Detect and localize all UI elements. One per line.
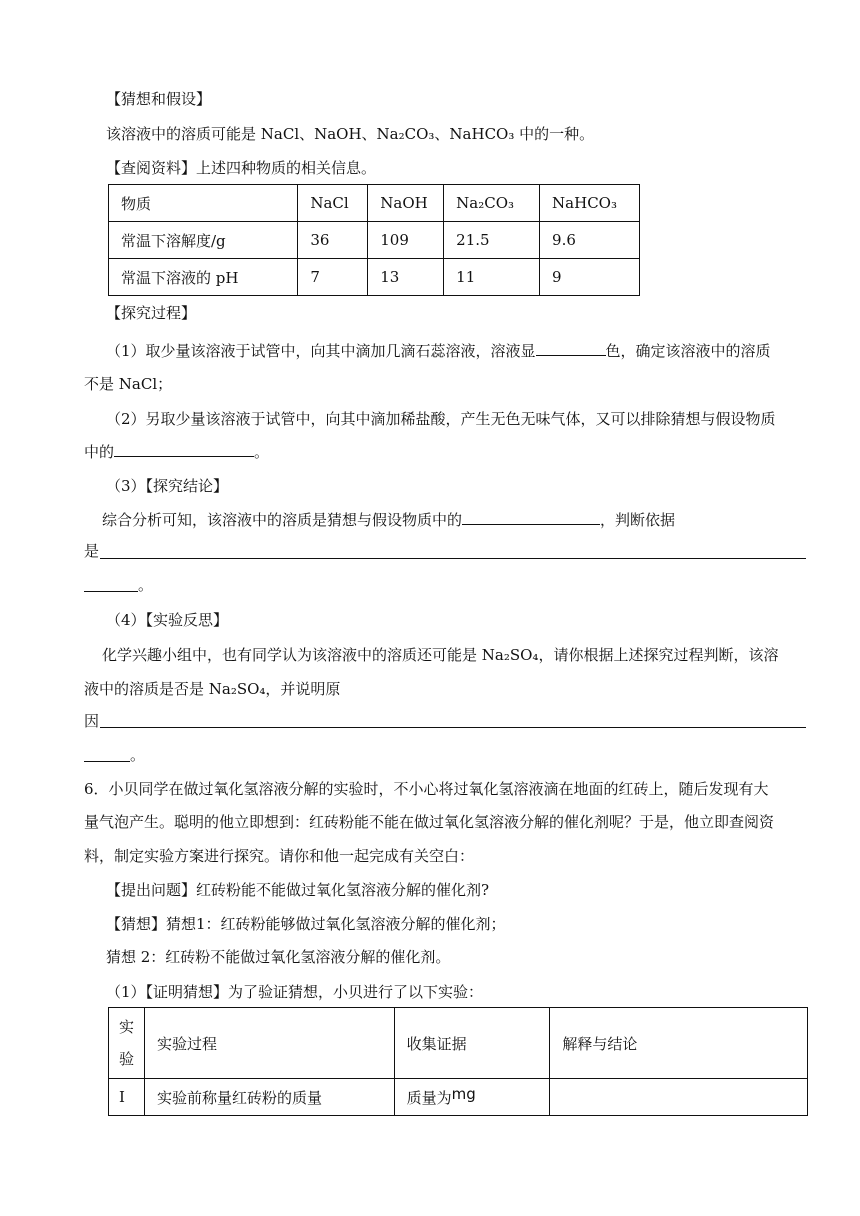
question-3-end: 。: [138, 576, 154, 594]
question-2-line: [84, 441, 269, 462]
question-6-guess-2: 猜想 2：红砖粉不能做过氧化氢溶液分解的催化剂。: [106, 948, 451, 966]
question-3-text-cont: ，判断依据: [600, 511, 676, 529]
process-heading: 【探究过程】: [106, 304, 197, 322]
table-header-cell: 实验过程: [144, 1008, 394, 1079]
question-4-end: 。: [130, 746, 146, 764]
table-header-row: [109, 1008, 808, 1079]
reference-heading: 【查阅资料】上述四种物质的相关信息。: [106, 159, 377, 177]
properties-table: [108, 184, 640, 296]
table-cell: 109: [368, 222, 444, 259]
table-cell: 9.6: [540, 222, 640, 259]
question-6-text: 料，制定实验方案进行探究。请你和他一起完成有关空白：: [84, 847, 475, 865]
question-4-text-cont: 液中的溶质是否是 Na₂SO₄，并说明原: [84, 680, 341, 698]
table-header-cell: NaCl: [298, 185, 368, 222]
table-header-cell: NaHCO₃: [540, 185, 640, 222]
table-cell: 21.5: [444, 222, 540, 259]
answer-line[interactable]: [84, 760, 130, 762]
table-cell: 9: [540, 259, 640, 296]
question-4-reason-label: 因: [84, 712, 100, 730]
question-3-text: 综合分析可知，该溶液中的溶质是猜想与假设物质中的: [102, 511, 463, 529]
table-header-cell: Na₂CO₃: [444, 185, 540, 222]
table-cell: 36: [298, 222, 368, 259]
table-cell: 11: [444, 259, 540, 296]
experiment-table: [108, 1007, 808, 1116]
table-cell: 13: [368, 259, 444, 296]
answer-blank[interactable]: [536, 340, 606, 356]
answer-line[interactable]: [100, 726, 806, 728]
question-2-text-cont: 中的: [84, 443, 115, 461]
question-3-basis-label: 是: [84, 542, 100, 560]
hypothesis-text: 该溶液中的溶质可能是 NaCl、NaOH、Na₂CO₃、NaHCO₃ 中的一种。: [106, 125, 595, 143]
question-1-text-cont: 色，确定该溶液中的溶质: [605, 342, 771, 360]
answer-line[interactable]: [84, 590, 138, 592]
table-cell: 7: [298, 259, 368, 296]
table-cell: 常温下溶解度/g: [109, 222, 298, 259]
reflection-heading: （4）【实验反思】: [106, 611, 229, 629]
question-6-prove: （1）【证明猜想】为了验证猜想，小贝进行了以下实验：: [106, 983, 484, 1001]
table-header-cell: 物质: [109, 185, 298, 222]
question-6-text: 6．小贝同学在做过氧化氢溶液分解的实验时，不小心将过氧化氢溶液滴在地面的红砖上，随后发现有大: [84, 780, 769, 798]
question-1-line: [106, 340, 771, 361]
table-cell: 质量为mg: [394, 1079, 550, 1116]
table-cell: 常温下溶液的 pH: [109, 259, 298, 296]
table-header-cell: 收集证据: [394, 1008, 550, 1079]
table-row: [109, 259, 640, 296]
table-cell[interactable]: [550, 1079, 808, 1116]
question-6-text: 量气泡产生。聪明的他立即想到：红砖粉能不能在做过氧化氢溶液分解的催化剂呢？于是，他立即查阅资: [84, 813, 775, 831]
question-6-problem: 【提出问题】红砖粉能不能做过氧化氢溶液分解的催化剂?: [106, 881, 490, 899]
question-6-guess-1: 【猜想】猜想1：红砖粉能够做过氧化氢溶液分解的催化剂；: [106, 915, 506, 933]
table-cell: 实验前称量红砖粉的质量: [144, 1079, 394, 1116]
question-2-end: 。: [254, 443, 270, 461]
question-1-text: （1）取少量该溶液于试管中，向其中滴加几滴石蕊溶液，溶液显: [106, 342, 536, 360]
conclusion-heading: （3）【探究结论】: [106, 477, 229, 495]
answer-blank[interactable]: [462, 509, 600, 525]
table-row: [109, 1079, 808, 1116]
answer-line[interactable]: [100, 557, 806, 559]
answer-blank[interactable]: [114, 441, 254, 457]
question-2-text: （2）另取少量该溶液于试管中，向其中滴加稀盐酸，产生无色无味气体，又可以排除猜想与假设物质: [106, 410, 776, 428]
table-header-cell: 解释与结论: [550, 1008, 808, 1079]
table-header-row: [109, 185, 640, 222]
question-4-text: 化学兴趣小组中，也有同学认为该溶液中的溶质还可能是 Na₂SO₄，请你根据上述探究过程判断，该溶: [102, 646, 779, 664]
question-3-line: [102, 509, 675, 530]
question-1-end: 不是 NaCl；: [84, 375, 173, 393]
table-header-cell: 实 验: [109, 1008, 145, 1079]
table-row: [109, 222, 640, 259]
table-cell: I: [109, 1079, 145, 1116]
hypothesis-heading: 【猜想和假设】: [106, 90, 212, 108]
table-header-cell: NaOH: [368, 185, 444, 222]
